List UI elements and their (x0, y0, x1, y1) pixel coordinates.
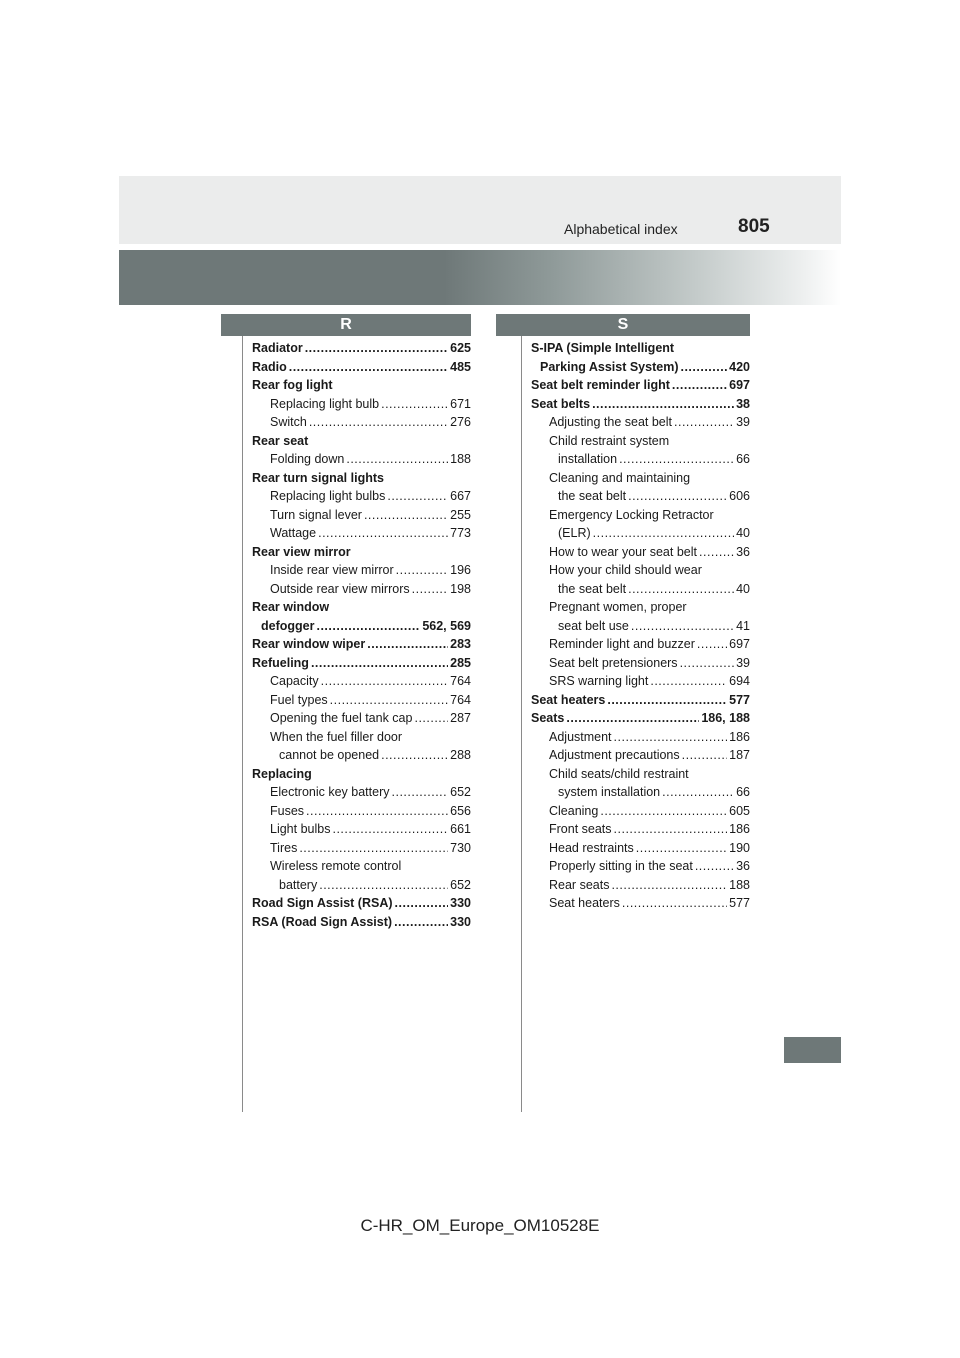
entry-page-ref: 694 (729, 674, 750, 688)
entry-term: Seat belt reminder light (531, 378, 670, 392)
dot-leader (330, 691, 448, 710)
index-heading: Wireless remote control (270, 859, 402, 873)
entry-page-ref: 186 (729, 822, 750, 836)
page-number: 805 (738, 216, 770, 237)
dot-leader (289, 358, 448, 377)
dot-leader (395, 894, 449, 913)
index-heading: How your child should wear (549, 563, 702, 577)
dot-leader (364, 506, 448, 525)
index-entry (252, 913, 471, 932)
entry-term: system installation (558, 785, 661, 799)
dot-leader (607, 691, 727, 710)
entry-term: the seat belt (558, 489, 627, 503)
dot-leader (674, 413, 734, 432)
entry-page-ref: 577 (729, 692, 750, 707)
entry-term: Radiator (252, 341, 303, 355)
entry-term: Capacity (270, 674, 319, 688)
entry-term: Wattage (270, 526, 317, 540)
index-entry (252, 802, 471, 821)
index-heading: Pregnant women, proper (549, 600, 687, 614)
entry-term: Seat belt pretensioners (549, 655, 678, 670)
dot-leader (631, 617, 734, 636)
dot-leader (614, 728, 728, 747)
index-entry (531, 358, 750, 377)
entry-term: Electronic key battery (270, 785, 390, 799)
entry-term: Seat heaters (531, 692, 606, 707)
entry-term: Seats (531, 711, 565, 725)
dot-leader (321, 672, 449, 691)
decorative-banner (119, 250, 841, 305)
section-title: Alphabetical index (564, 221, 678, 237)
dot-leader (622, 894, 727, 913)
entry-term: (ELR) (558, 526, 591, 540)
entry-page-ref: 625 (450, 341, 471, 355)
dot-leader (319, 876, 448, 895)
index-entry (252, 691, 471, 710)
entry-page-ref: 276 (450, 415, 471, 429)
dot-leader (309, 413, 448, 432)
index-entry (252, 746, 471, 765)
entry-term: Switch (270, 415, 307, 429)
entry-term: Opening the fuel tank cap (270, 711, 413, 725)
index-heading: Rear window (252, 600, 330, 614)
dot-leader (381, 746, 448, 765)
entry-term: Adjustment (549, 729, 612, 744)
chapter-tab (784, 1037, 841, 1063)
index-entry (531, 376, 750, 395)
entry-term: battery (279, 877, 318, 892)
dot-leader (619, 450, 734, 469)
entry-term: Road Sign Assist (RSA) (252, 896, 393, 910)
entry-term: SRS warning light (549, 674, 649, 688)
entry-page-ref: 255 (450, 507, 471, 522)
index-heading: Cleaning and maintaining (549, 470, 691, 485)
dot-leader (695, 857, 734, 876)
dot-leader (650, 672, 727, 691)
entry-term: Head restraints (549, 840, 634, 855)
index-entry (252, 635, 471, 654)
dot-leader (381, 395, 448, 414)
column-divider-right (521, 336, 522, 1112)
entry-page-ref: 288 (450, 748, 471, 762)
header-band (119, 176, 841, 244)
entry-term: Radio (252, 359, 287, 374)
dot-leader (305, 339, 448, 358)
entry-page-ref: 652 (450, 785, 471, 799)
index-entry (252, 395, 471, 414)
index-entry (252, 580, 471, 599)
entry-term: installation (558, 452, 618, 466)
dot-leader (600, 802, 727, 821)
entry-page-ref: 562, 569 (422, 618, 471, 633)
index-heading: Child seats/child restraint (549, 766, 689, 781)
entry-page-ref: 330 (450, 896, 471, 910)
index-entry (252, 413, 471, 432)
index-entry (531, 635, 750, 654)
index-entry (531, 672, 750, 691)
entry-page-ref: 186 (729, 729, 750, 744)
entry-page-ref: 198 (450, 581, 471, 596)
entry-term: Cleaning (549, 803, 599, 818)
index-column-s (531, 339, 750, 913)
entry-page-ref: 283 (450, 637, 471, 651)
index-entry (252, 654, 471, 673)
entry-term: defogger (261, 618, 315, 633)
index-entry (531, 876, 750, 895)
entry-page-ref: 38 (736, 396, 750, 411)
index-heading: Rear seat (252, 433, 309, 448)
index-entry (252, 450, 471, 469)
dot-leader (316, 617, 420, 636)
index-entry (531, 839, 750, 858)
entry-term: Seat belts (531, 396, 591, 411)
entry-page-ref: 667 (450, 489, 471, 503)
index-entry (531, 487, 750, 506)
index-entry (531, 746, 750, 765)
entry-term: Outside rear view mirrors (270, 581, 410, 596)
index-entry (531, 617, 750, 636)
dot-leader (697, 635, 727, 654)
entry-page-ref: 190 (729, 840, 750, 855)
entry-page-ref: 41 (736, 618, 750, 633)
index-entry (252, 783, 471, 802)
entry-page-ref: 730 (450, 840, 471, 855)
index-heading: Emergency Locking Retractor (549, 507, 714, 522)
letter-heading-r: R (221, 314, 471, 336)
entry-page-ref: 330 (450, 914, 471, 929)
index-entry (531, 543, 750, 562)
dot-leader (628, 487, 727, 506)
entry-page-ref: 656 (450, 803, 471, 818)
dot-leader (680, 358, 727, 377)
dot-leader (614, 820, 728, 839)
entry-page-ref: 661 (450, 822, 471, 836)
dot-leader (699, 543, 734, 562)
entry-term: RSA (Road Sign Assist) (252, 914, 393, 929)
entry-term: Inside rear view mirror (270, 563, 394, 577)
index-heading: When the fuel filler door (270, 729, 403, 744)
entry-term: Parking Assist System) (540, 359, 679, 374)
index-entry (531, 820, 750, 839)
index-entry (252, 524, 471, 543)
index-entry (252, 339, 471, 358)
column-divider-left (242, 336, 243, 1112)
index-entry (252, 672, 471, 691)
index-entry (531, 857, 750, 876)
dot-leader (299, 839, 448, 858)
index-entry (531, 691, 750, 710)
entry-term: Front seats (549, 822, 612, 836)
index-entry (252, 876, 471, 895)
entry-term: Fuel types (270, 692, 328, 707)
dot-leader (593, 524, 734, 543)
index-column-r (252, 339, 471, 931)
entry-term: Adjustment precautions (549, 748, 680, 762)
dot-leader (682, 746, 728, 765)
entry-page-ref: 652 (450, 877, 471, 892)
document-code: C-HR_OM_Europe_OM10528E (360, 1216, 600, 1235)
entry-page-ref: 485 (450, 359, 471, 374)
entry-term: Fuses (270, 803, 305, 818)
entry-page-ref: 577 (729, 896, 750, 910)
entry-term: Tires (270, 840, 298, 855)
entry-term: the seat belt (558, 581, 627, 596)
entry-page-ref: 40 (736, 581, 750, 596)
entry-page-ref: 196 (450, 563, 471, 577)
index-entry (252, 894, 471, 913)
dot-leader (412, 580, 449, 599)
index-heading: S-IPA (Simple Intelligent (531, 341, 675, 355)
entry-page-ref: 187 (729, 748, 750, 762)
entry-term: Replacing light bulb (270, 396, 380, 411)
dot-leader (387, 487, 448, 506)
index-heading: Replacing (252, 766, 312, 781)
dot-leader (628, 580, 734, 599)
dot-leader (680, 654, 735, 673)
entry-term: seat belt use (558, 618, 629, 633)
entry-page-ref: 697 (729, 637, 750, 651)
entry-page-ref: 40 (736, 526, 750, 540)
entry-page-ref: 420 (729, 359, 750, 374)
entry-page-ref: 287 (450, 711, 471, 725)
entry-term: Folding down (270, 452, 345, 466)
index-entry (531, 395, 750, 414)
index-entry (252, 506, 471, 525)
entry-page-ref: 36 (736, 859, 750, 873)
index-entry (531, 783, 750, 802)
entry-term: Replacing light bulbs (270, 489, 386, 503)
index-entry (531, 524, 750, 543)
entry-page-ref: 285 (450, 655, 471, 670)
dot-leader (611, 876, 727, 895)
dot-leader (394, 913, 448, 932)
entry-page-ref: 186, 188 (701, 711, 750, 725)
index-entry (252, 839, 471, 858)
dot-leader (566, 709, 699, 728)
entry-term: Properly sitting in the seat (549, 859, 693, 873)
entry-page-ref: 188 (450, 452, 471, 466)
entry-page-ref: 764 (450, 692, 471, 707)
entry-term: Light bulbs (270, 822, 331, 836)
dot-leader (592, 395, 734, 414)
dot-leader (662, 783, 734, 802)
entry-term: Turn signal lever (270, 507, 362, 522)
dot-leader (306, 802, 448, 821)
entry-term: Seat heaters (549, 896, 620, 910)
index-entry (252, 709, 471, 728)
entry-page-ref: 606 (729, 489, 750, 503)
entry-page-ref: 188 (729, 877, 750, 892)
index-entry (252, 358, 471, 377)
entry-page-ref: 697 (729, 378, 750, 392)
index-entry (252, 561, 471, 580)
dot-leader (396, 561, 449, 580)
entry-page-ref: 605 (729, 803, 750, 818)
index-entry (531, 802, 750, 821)
dot-leader (636, 839, 727, 858)
entry-term: Rear seats (549, 877, 610, 892)
index-entry (531, 413, 750, 432)
entry-page-ref: 66 (736, 785, 750, 799)
entry-page-ref: 36 (736, 544, 750, 559)
entry-term: Refueling (252, 655, 309, 670)
dot-leader (311, 654, 448, 673)
dot-leader (318, 524, 448, 543)
dot-leader (346, 450, 448, 469)
index-entry (531, 728, 750, 747)
index-heading: Rear view mirror (252, 544, 351, 559)
letter-heading-s: S (496, 314, 750, 336)
entry-term: cannot be opened (279, 748, 380, 762)
dot-leader (414, 709, 448, 728)
index-entry (531, 654, 750, 673)
dot-leader (392, 783, 449, 802)
index-heading: Rear turn signal lights (252, 470, 384, 485)
entry-page-ref: 773 (450, 526, 471, 540)
entry-page-ref: 671 (450, 396, 471, 411)
index-entry (252, 487, 471, 506)
index-entry (252, 820, 471, 839)
dot-leader (367, 635, 448, 654)
dot-leader (672, 376, 727, 395)
entry-page-ref: 66 (736, 452, 750, 466)
index-entry (531, 450, 750, 469)
entry-page-ref: 39 (736, 655, 750, 670)
entry-term: Reminder light and buzzer (549, 637, 695, 651)
index-heading: Rear fog light (252, 378, 333, 392)
index-entry (531, 580, 750, 599)
index-heading: Child restraint system (549, 433, 670, 448)
entry-term: How to wear your seat belt (549, 544, 697, 559)
index-entry (531, 894, 750, 913)
entry-page-ref: 39 (736, 415, 750, 429)
entry-term: Rear window wiper (252, 637, 366, 651)
dot-leader (332, 820, 448, 839)
entry-term: Adjusting the seat belt (549, 415, 672, 429)
index-entry (252, 617, 471, 636)
entry-page-ref: 764 (450, 674, 471, 688)
index-entry (531, 709, 750, 728)
